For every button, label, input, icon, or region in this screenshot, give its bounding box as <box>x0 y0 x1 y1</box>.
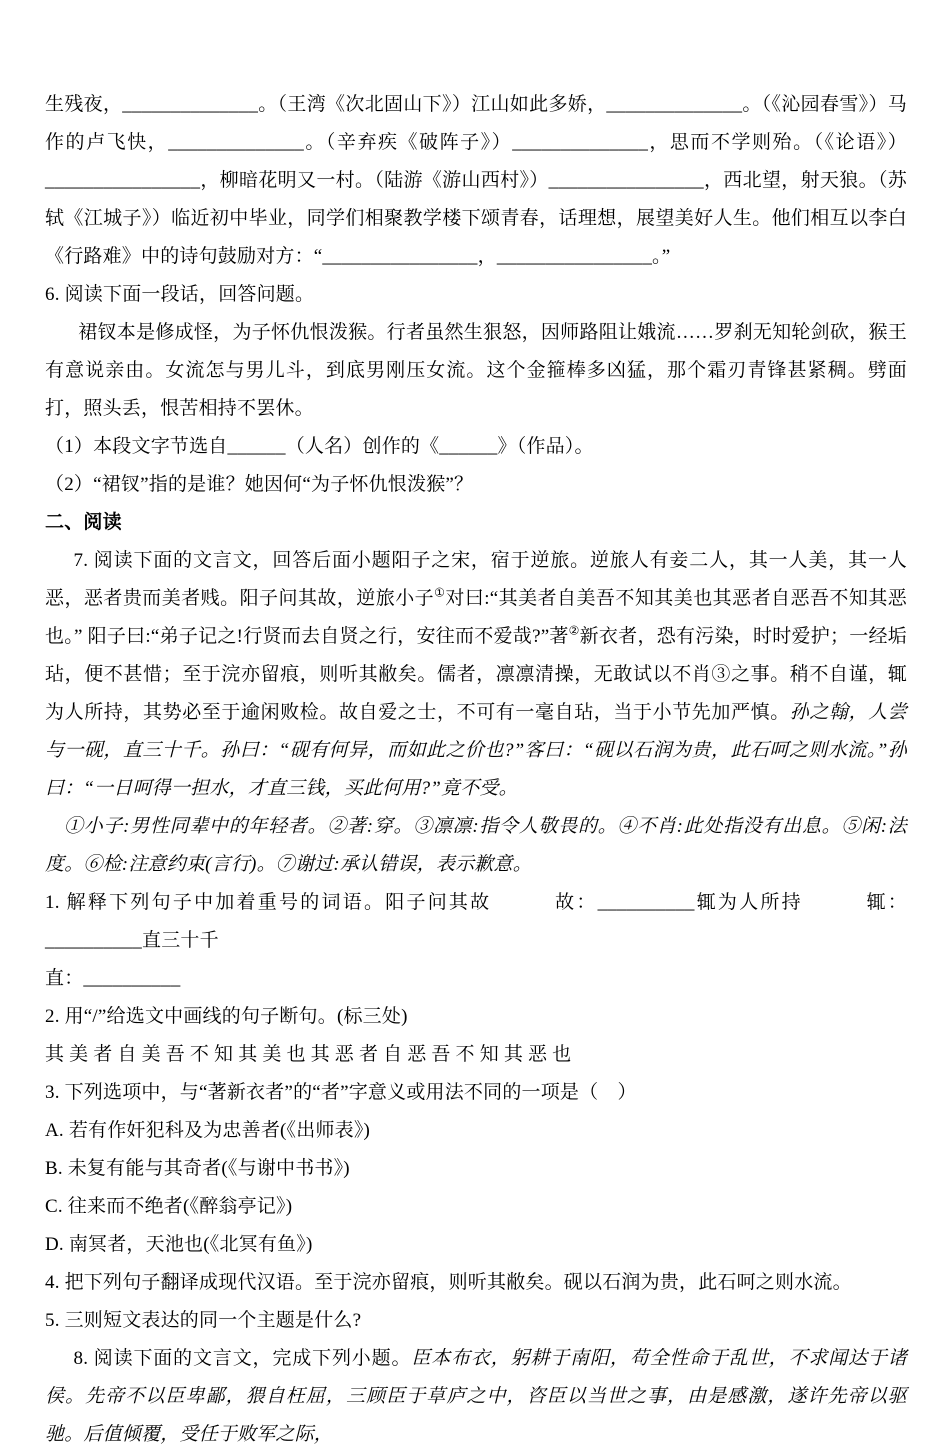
question-7-passage-anecdote: 孙之翰，人尝与一砚，直三十千。孙曰：“砚有何异，而如此之价也?”客曰：“砚以石润为贵，此石呵之则水流。”孙曰：“一日呵得一担水，才直三钱，买此何用?”竟不受。 <box>45 702 907 799</box>
question-7-option-d: D. 南冥者，天池也(《北冥有鱼》) <box>45 1234 313 1255</box>
question-7-sub1-line1: 1. 解释下列句子中加着重号的词语。阳子问其故 故：__________辄为人所持 辄：__________直三十千 <box>45 892 907 951</box>
question-7-sub4: 4. 把下列句子翻译成现代汉语。至于浣亦留痕，则听其敝矣。砚以石润为贵，此石呵之则水流。 <box>45 1272 852 1293</box>
question-6-sub1: （1）本段文字节选自______（人名）创作的《______》（作品）。 <box>45 436 594 457</box>
question-7-passage-part1: 7. 阅读下面的文言文，回答后面小题阳子之宋，宿于逆旅。逆旅人有妾二人，其一人美，其一人恶，恶者贵而美者贱。阳子问其故，逆旅小子 <box>45 550 907 609</box>
question-7-sub3: 3. 下列选项中，与“著新衣者”的“者”字意义或用法不同的一项是（ ） <box>45 1082 637 1103</box>
document-content <box>45 86 907 1454</box>
question-7-passage-part3: 新衣者，恐有污染，时时爱护；一经垢玷，便不甚惜；至于浣亦留痕，则听其敝矣。儒者，凛凛清操，无敢试以不肖③之事。稍不自谨，辄为人所持，其势必至于逾闲败检。故自爱之士，不可有一毫自玷，当于小节先加严慎。 <box>45 626 907 723</box>
question-6-prompt: 6. 阅读下面一段话，回答问题。 <box>45 284 315 305</box>
section-2-heading: 二、阅读 <box>45 512 122 533</box>
note-ref-2: ② <box>568 623 580 638</box>
question-7-passage-part2: 对曰:“其美者自美吾不知其美也其恶者自恶吾不知其恶也。” 阳子曰:“弟子记之!行贤而去自贤之行，安往而不爱哉?”著 <box>45 588 907 647</box>
note-ref-1: ① <box>434 585 446 600</box>
question-8-passage <box>45 1340 907 1454</box>
question-8-intro: 8. 阅读下面的文言文，完成下列小题。 <box>73 1348 412 1369</box>
question-7-sub2-sentence: 其 美 者 自 美 吾 不 知 其 美 也 其 恶 者 自 恶 吾 不 知 其 恶 也 <box>45 1044 572 1065</box>
question-7-option-b: B. 未复有能与其奇者(《与谢中书书》) <box>45 1158 350 1179</box>
question-7-footnotes: ①小子:男性同辈中的年轻者。②著:穿。③凛凛:指令人敬畏的。④不肖:此处指没有出息。⑤闲:法度。⑥检:注意约束(言行)。⑦谢过:承认错误，表示歉意。 <box>45 816 907 875</box>
question-7-passage <box>45 542 907 808</box>
question-7-option-a: A. 若有作奸犯科及为忠善者(《出师表》) <box>45 1120 371 1141</box>
question-6-sub2: （2）“裙钗”指的是谁？她因何“为子怀仇恨泼猴”？ <box>45 474 474 495</box>
question-7-sub1-line2: 直：__________ <box>45 968 181 989</box>
opening-blank-fill-passage: 生残夜，______________。（王湾《次北固山下》）江山如此多娇，______________。（《沁园春雪》）马作的卢飞快，______________。（辛弃疾《破阵子》）______________，思而不学则殆。（《论语》）________________，柳暗花明又一村。（陆游《游山西村》）________________，西北望，射天狼。（苏轼《江城子》）临近初中毕业，同学们相聚教学楼下颂青春，话理想，展望美好人生。他们相互以李白《行路难》中的诗句鼓励对方：“________________，________________。” <box>45 94 907 267</box>
question-7-sub2: 2. 用“/”给选文中画线的句子断句。(标三处) <box>45 1006 408 1027</box>
question-7-option-c: C. 往来而不绝者(《醉翁亭记》) <box>45 1196 293 1217</box>
question-6-passage: 裙钗本是修成怪，为子怀仇恨泼猴。行者虽然生狠怒，因师路阻让娥流……罗刹无知轮剑砍，猴王有意说亲由。女流怎与男儿斗，到底男刚压女流。这个金箍棒多凶猛，那个霜刃青锋甚紧稠。劈面打，照头丢，恨苦相持不罢休。 <box>45 322 907 419</box>
question-8-passage-text: 臣本布衣，躬耕于南阳，苟全性命于乱世，不求闻达于诸侯。先帝不以臣卑鄙，猥自枉屈，三顾臣于草庐之中，咨臣以当世之事，由是感激，遂许先帝以驱驰。后值倾覆，受任于败军之际， <box>45 1348 907 1445</box>
question-7-sub5: 5. 三则短文表达的同一个主题是什么? <box>45 1310 362 1331</box>
